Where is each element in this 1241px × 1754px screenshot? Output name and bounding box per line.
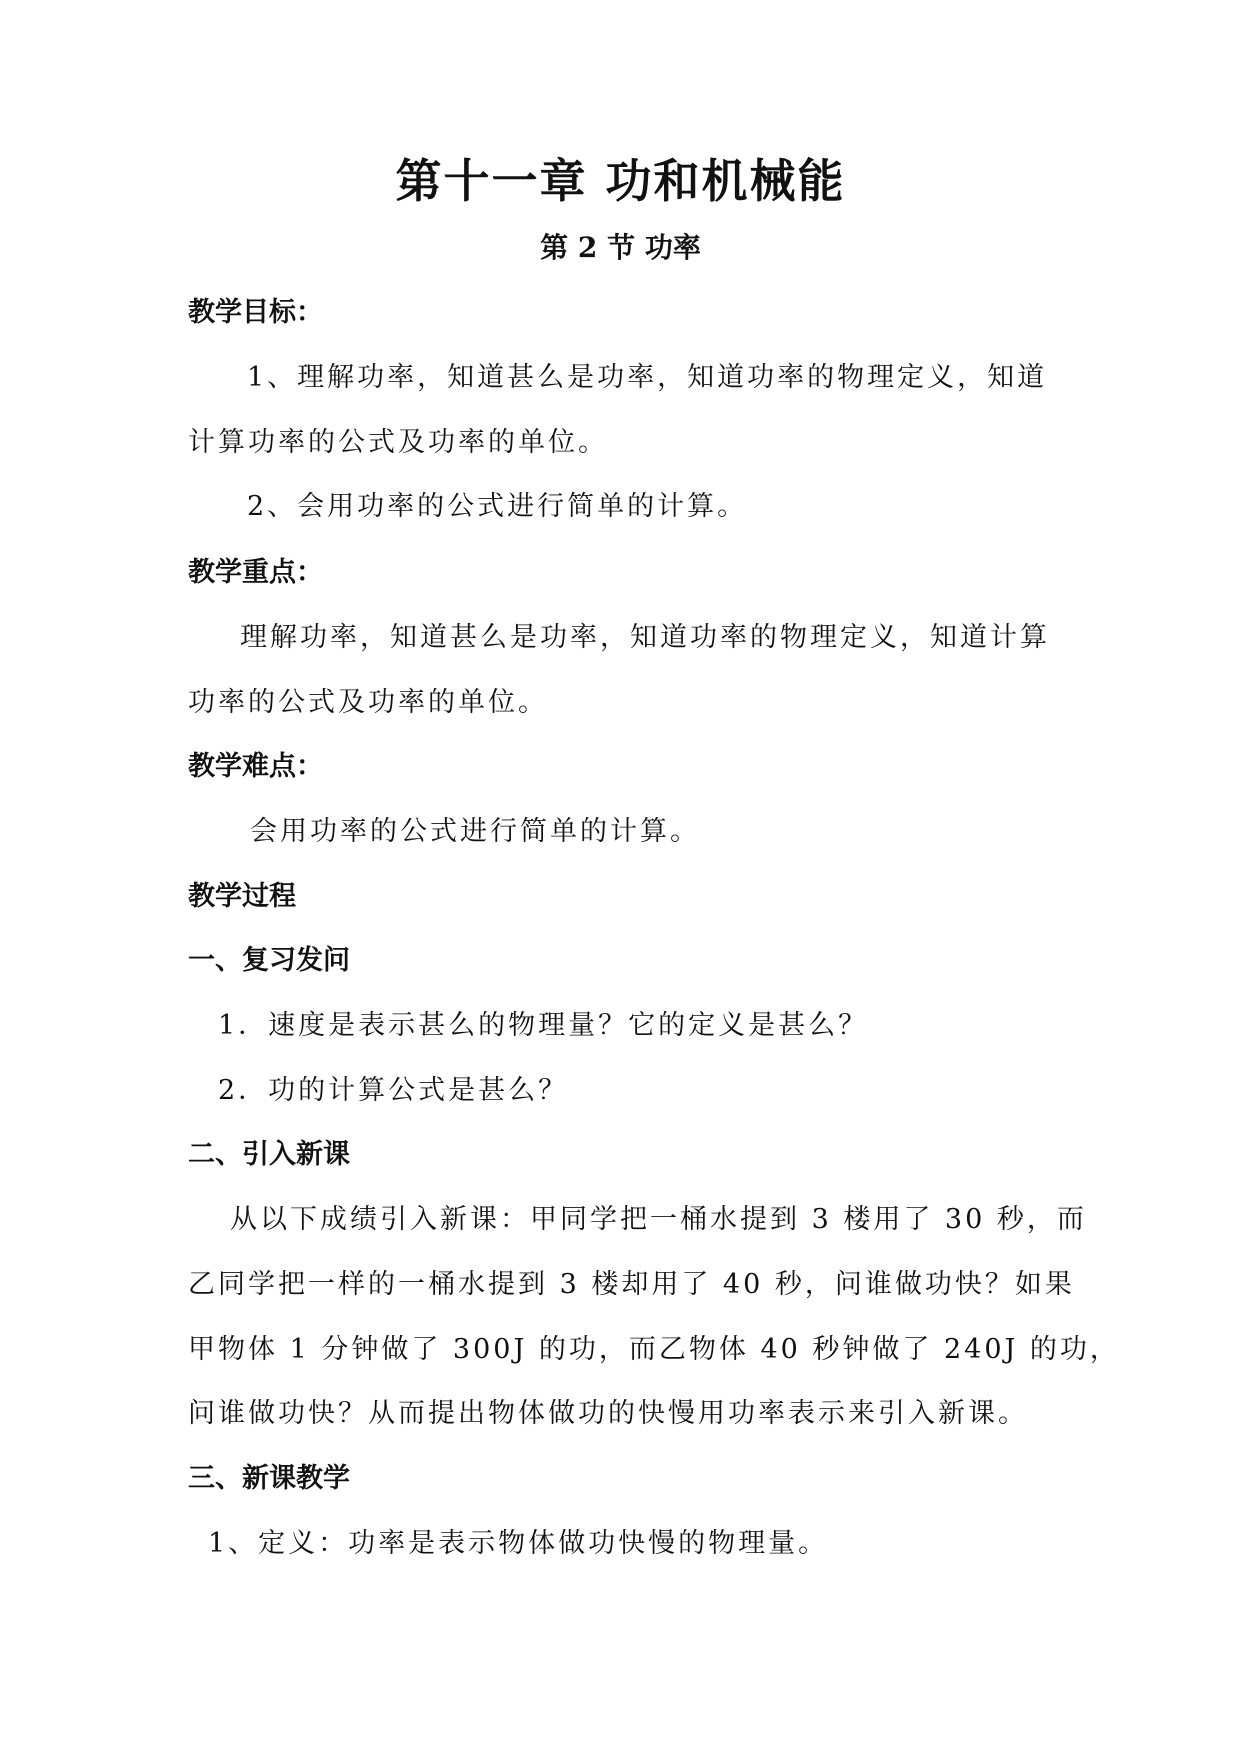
introduction-line2: 乙同学把一样的一桶水提到 3 楼却用了 40 秒，问谁做功快？如果 [188,1269,1075,1300]
chapter-title: 第十一章 功和机械能 [395,154,846,208]
introduction-line1: 从以下成绩引入新课：甲同学把一桶水提到 3 楼用了 30 秒，而 [230,1204,1087,1235]
review-question-1: 1．速度是表示甚么的物理量？它的定义是甚么？ [218,1010,869,1041]
objectives-item1-line2: 计算功率的公式及功率的单位。 [188,427,608,458]
difficulties-heading: 教学难点： [188,751,323,782]
introduction-line3: 甲物体 1 分钟做了 300J 的功，而乙物体 40 秒钟做了 240J 的功， [188,1334,1120,1365]
section-subtitle: 第 2 节 功率 [540,231,701,264]
review-heading: 一、复习发问 [188,945,350,976]
key-points-line1: 理解功率，知道甚么是功率，知道功率的物理定义，知道计算 [240,622,1050,653]
objectives-item2: 2、会用功率的公式进行简单的计算。 [247,491,748,522]
key-points-heading: 教学重点： [188,557,323,588]
key-points-line2: 功率的公式及功率的单位。 [188,687,548,718]
objectives-heading: 教学目标： [188,297,323,328]
difficulties-line1: 会用功率的公式进行简单的计算。 [250,816,700,847]
objectives-item1-line1: 1、理解功率，知道甚么是功率，知道功率的物理定义，知道 [247,362,1048,393]
review-question-2: 2．功的计算公式是甚么？ [218,1075,569,1106]
introduction-line4: 问谁做功快？从而提出物体做功的快慢用功率表示来引入新课。 [188,1398,1028,1429]
new-lesson-item1: 1、定义：功率是表示物体做功快慢的物理量。 [208,1528,829,1559]
process-heading: 教学过程 [188,881,296,912]
introduction-heading: 二、引入新课 [188,1139,350,1170]
new-lesson-heading: 三、新课教学 [188,1463,350,1494]
